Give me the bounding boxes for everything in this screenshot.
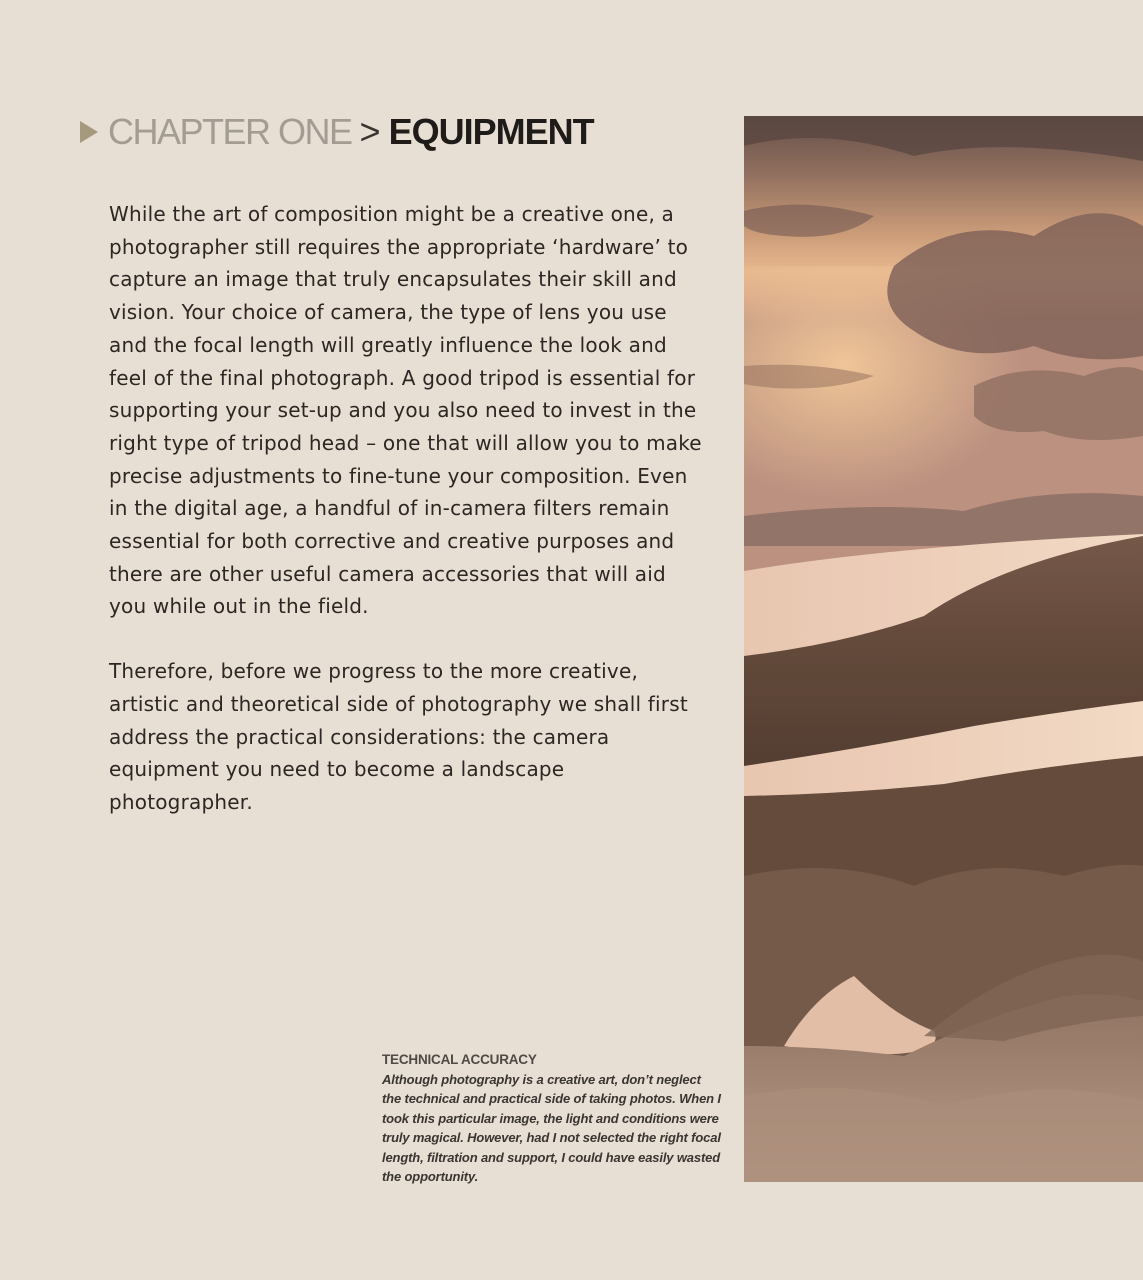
caption-heading: TECHNICAL ACCURACY bbox=[382, 1052, 537, 1067]
caption-text: Although photography is a creative art, don’t neglect the technical and practical side of taking photos. When I took this particular image, the light and conditions were truly magical. However, had I not selected the right focal length, filtration and support, I could have easily wasted the opportunity. bbox=[382, 1072, 721, 1185]
chapter-separator: > bbox=[359, 111, 381, 152]
triangle-right-icon bbox=[80, 121, 98, 143]
chapter-title: EQUIPMENT bbox=[388, 111, 594, 152]
photo-caption bbox=[382, 1052, 722, 1186]
landscape-photo bbox=[744, 116, 1143, 1182]
chapter-label: CHAPTER ONE bbox=[108, 111, 352, 152]
body-paragraph-1: While the art of composition might be a creative one, a photographer still requires the appropriate ‘hardware’ to capture an image that truly encapsulates their skill and vision. Your choice of camera, the type of lens you use and the focal length will greatly influence the look and feel of the final photograph. A good tripod is essential for supporting your set-up and you also need to invest in the right type of tripod head – one that will allow you to make precise adjustments to fine-tune your composition. Even in the digital age, a handful of in-camera filters remain essential for both corrective and creative purposes and there are other useful camera accessories that will aid you while out in the field. bbox=[109, 202, 702, 619]
body-paragraph-2: Therefore, before we progress to the more creative, artistic and theoretical side of photography we shall first address the practical considerations: the camera equipment you need to become a landscape photographer. bbox=[109, 659, 688, 814]
chapter-heading bbox=[80, 108, 594, 156]
body-text bbox=[109, 198, 709, 851]
